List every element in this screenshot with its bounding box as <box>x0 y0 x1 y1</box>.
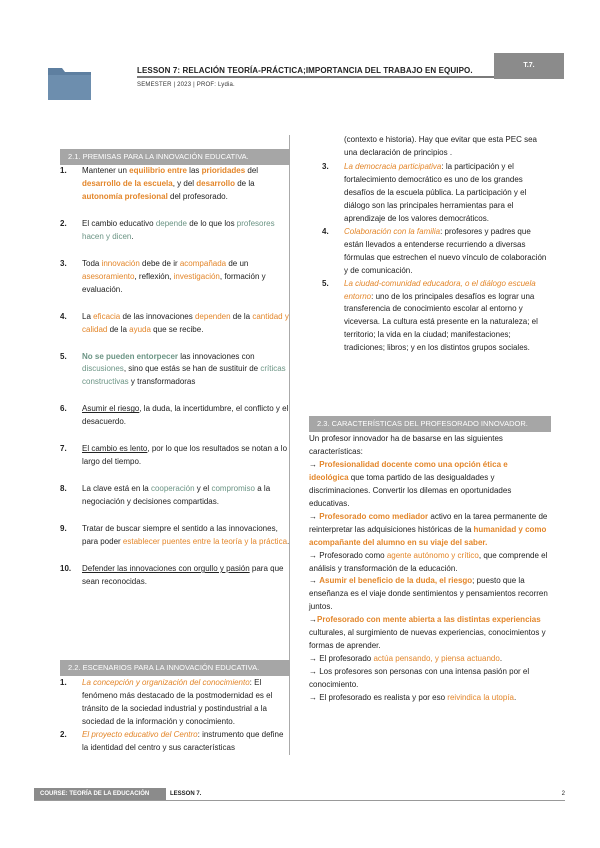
caracteristicas-text <box>309 433 549 705</box>
list-item: 4. La eficacia de las innovaciones dependen de la cantidad y calidad de la ayuda que se recibe. <box>60 311 289 334</box>
list-item: 2. El proyecto educativo del Centro: instrumento que define la identidad del centro y sus características <box>60 729 284 752</box>
list-item: 6. Asumir el riesgo, la duda, la incertidumbre, el conflicto y el desacuerdo. <box>60 404 289 427</box>
document-meta: SEMESTER | 2023 | PROF: Lydia. <box>137 82 235 88</box>
list-item: 5. La ciudad-comunidad educadora, o el diálogo escuela entorno: uno de los principales desafíos es lograr una transferencia de conocimiento escolar al entorno y viceversa. La cultura está presente en la naturaleza; el territorio; la vida en la ciudad; manifestaciones; tradiciones; libros; y en los distintos grupos sociales. <box>322 278 538 353</box>
list-item: 3. Toda innovación debe de ir acompañada de un asesoramiento, reflexión, investigación, formación y evaluación. <box>60 258 266 294</box>
list-item: 9. Tratar de buscar siempre el sentido a las innovaciones, para poder establecer puentes entre la teoría y la práctica. <box>60 524 290 547</box>
list-item: → Profesorado como mediador activo en la tarea permanente de reinterpretar las adquisiciones históricas de la humanidad y como acompañante del alumno en su viaje del saber. <box>309 511 548 547</box>
list-item: → Profesorado como agente autónomo y crítico, que comprende el análisis y transformación de la educación. <box>309 550 548 573</box>
list-item: 3. La democracia participativa: la participación y el fortalecimiento democrático es uno de los grandes desafíos de la escuela pública. La participación y el diálogo son las principales herramientas para el aprendizaje de los valores democráticos. <box>322 162 527 223</box>
list-item: 2. El cambio educativo depende de lo que los profesores hacen y dicen. <box>60 218 275 241</box>
footer-course: COURSE: TEORÍA DE LA EDUCACIÓN <box>34 788 166 800</box>
footer-lesson: LESSON 7. <box>170 791 202 797</box>
lesson-code-badge: T.7. <box>494 53 564 79</box>
list-item: → Profesionalidad docente como una opción ética e ideológica que toma partido de las desigualdades y discriminaciones. Convertir los dilemas en oportunidades educativas. <box>309 459 512 508</box>
list-item: → Asumir el beneficio de la duda, el riesgo; puesto que la enseñanza es el viaje donde sentimientos y pensamientos recorren juntos. <box>309 576 548 612</box>
section-heading-premisas: 2.1. PREMISAS PARA LA INNOVACIÓN EDUCATIVA. <box>60 149 290 165</box>
intro-text: Un profesor innovador ha de basarse en las siguientes características: <box>309 434 503 456</box>
list-item: 8. La clave está en la cooperación y el compromiso a la negociación y decisiones compartidas. <box>60 484 271 507</box>
document-title: LESSON 7: RELACIÓN TEORÍA-PRÁCTICA;IMPORTANCIA DEL TRABAJO EN EQUIPO. <box>137 66 473 75</box>
footer-rule <box>34 800 565 801</box>
escenarios-list <box>60 677 290 755</box>
list-item: 4. Colaboración con la familia: profesores y padres que están llevados a entenderse recurriendo a diversas fórmulas que estrechen el nuevo vínculo de colaboración y de comunicación. <box>322 226 547 275</box>
list-item: 1. La concepción y organización del conocimiento: El fenómeno más destacado de la postmodernidad es el tránsito de la sociedad industrial y postindustrial a la sociedad de la información y conocimiento. <box>60 678 273 726</box>
list-item: → Los profesores son personas con una intensa pasión por el conocimiento. <box>309 667 530 690</box>
escenarios-list-continued <box>322 161 549 355</box>
continued-text: (contexto e historia). Hay que evitar que esta PEC sea una declaración de principios . <box>344 135 537 157</box>
list-item: →Profesorado con mente abierta a las distintas experiencias culturales, al surgimiento de nuevas experiencias, conocimientos y formas de aprender. <box>309 615 546 651</box>
premisas-list <box>60 165 290 589</box>
list-item: 1. Mantener un equilibrio entre las prioridades del desarrollo de la escuela, y del desarrollo de la autonomía profesional del profesorado. <box>60 166 259 201</box>
list-item: 5. No se pueden entorpecer las innovaciones con discusiones, sino que estás se han de sustituir de críticas constructivas y transformadoras <box>60 351 286 387</box>
page-footer <box>34 788 565 800</box>
list-item: 10. Defender las innovaciones con orgullo y pasión para que sean reconocidas. <box>60 564 284 586</box>
list-item: → El profesorado es realista y por eso reivindica la utopía. <box>309 693 517 703</box>
list-item: → El profesorado actúa pensando, y piensa actuando. <box>309 654 503 664</box>
folder-icon <box>47 64 92 101</box>
page-number: 2 <box>561 791 565 797</box>
section-heading-caracteristicas: 2.3. CARACTERÍSTICAS DEL PROFESORADO INNOVADOR. <box>309 416 551 432</box>
section-heading-escenarios: 2.2. ESCENARIOS PARA LA INNOVACIÓN EDUCATIVA. <box>60 660 290 676</box>
list-item: 7. El cambio es lento, por lo que los resultados se notan a lo largo del tiempo. <box>60 444 288 467</box>
